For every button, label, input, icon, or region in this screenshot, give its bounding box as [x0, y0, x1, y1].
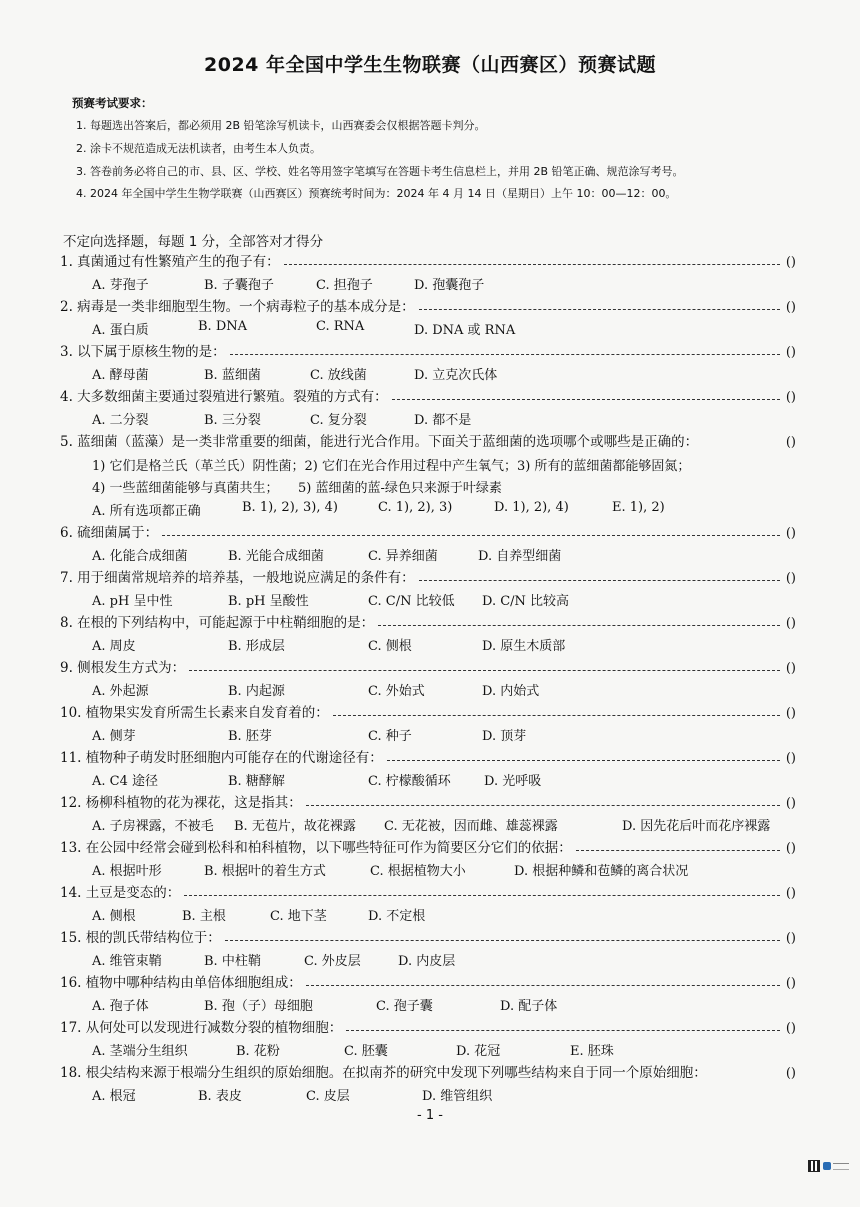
option: B. 表皮 — [198, 1089, 242, 1104]
option: A. 二分裂 — [92, 413, 149, 428]
option: A. 根冠 — [92, 1089, 136, 1104]
option: B. 中柱鞘 — [204, 954, 261, 969]
option: C. 外始式 — [368, 684, 425, 699]
option: C. 侧根 — [368, 639, 412, 654]
scanner-app-label — [833, 1163, 849, 1170]
option: C. 无花被，因而雌、雄蕊裸露 — [384, 819, 558, 834]
answer-blank: () — [785, 300, 796, 315]
answer-blank: () — [785, 255, 796, 270]
question-stem: 6. 硫细菌属于： () — [60, 525, 796, 541]
option: A. 化能合成细菌 — [92, 549, 188, 564]
option: D. 顶芽 — [482, 729, 527, 744]
option: A. 侧芽 — [92, 729, 136, 744]
requirement-item: 4. 2024 年全国中学生生物学联赛（山西赛区）预赛统考时间为：2024 年 4 月 14 日（星期日）上午 10：00—12：00。 — [76, 187, 677, 200]
question-stem: 9. 侧根发生方式为： () — [60, 660, 796, 676]
option: C. 复分裂 — [310, 413, 367, 428]
option: D. 配子体 — [500, 999, 558, 1014]
question-stem: 2. 病毒是一类非细胞型生物。一个病毒粒子的基本成分是： () — [60, 299, 796, 315]
option: B. 内起源 — [228, 684, 285, 699]
question-stem: 15. 根的凯氏带结构位于： () — [60, 930, 796, 946]
question-statement: 1) 它们是格兰氏（革兰氏）阴性菌；2) 它们在光合作用过程中产生氧气；3) 所有的蓝细菌都能够固氮； — [92, 459, 691, 474]
answer-blank: () — [785, 571, 796, 586]
option: C. 担孢子 — [316, 278, 373, 293]
option: D. 1), 2), 4) — [494, 500, 569, 515]
answer-blank: () — [785, 706, 796, 721]
question-stem: 1. 真菌通过有性繁殖产生的孢子有： () — [60, 254, 796, 270]
option: D. C/N 比较高 — [482, 594, 570, 609]
option: A. 孢子体 — [92, 999, 149, 1014]
page-number: - 1 - — [417, 1108, 443, 1123]
answer-blank: () — [785, 345, 796, 360]
option: B. DNA — [198, 319, 248, 334]
requirement-item: 2. 涂卡不规范造成无法机读者，由考生本人负责。 — [76, 142, 321, 155]
option: B. 三分裂 — [204, 413, 261, 428]
option: D. 都不是 — [414, 413, 472, 428]
option: B. 子囊孢子 — [204, 278, 274, 293]
option: B. 主根 — [182, 909, 226, 924]
question-statement: 4) 一些蓝细菌能够与真菌共生； 5) 蓝细菌的蓝-绿色只来源于叶绿素 — [92, 481, 502, 496]
option: D. 立克次氏体 — [414, 368, 498, 383]
option: B. 胚芽 — [228, 729, 272, 744]
option: D. 根据种鳞和苞鳞的离合状况 — [514, 864, 689, 879]
option: C. C/N 比较低 — [368, 594, 455, 609]
question-stem: 13. 在公园中经常会碰到松科和柏科植物，以下哪些特征可作为简要区分它们的依据： () — [60, 840, 796, 856]
option: A. 侧根 — [92, 909, 136, 924]
option: C. 外皮层 — [304, 954, 361, 969]
option: A. pH 呈中性 — [92, 594, 173, 609]
option: C. RNA — [316, 319, 365, 334]
option: E. 胚珠 — [570, 1044, 614, 1059]
option: D. 原生木质部 — [482, 639, 566, 654]
answer-blank: () — [785, 526, 796, 541]
question-stem: 4. 大多数细菌主要通过裂殖进行繁殖。裂殖的方式有： () — [60, 389, 796, 405]
option: C. 放线菌 — [310, 368, 367, 383]
question-stem: 10. 植物果实发育所需生长素来自发育着的： () — [60, 705, 796, 721]
option: D. 内始式 — [482, 684, 540, 699]
requirement-item: 1. 每题选出答案后，都必须用 2B 铅笔涂写机读卡，山西赛委会仅根据答题卡判分。 — [76, 119, 486, 132]
scanner-watermark-logo — [808, 1160, 850, 1172]
option: B. 根据叶的着生方式 — [204, 864, 326, 879]
answer-blank: () — [785, 976, 796, 991]
option: B. 光能合成细菌 — [228, 549, 324, 564]
option: A. 子房裸露，不被毛 — [92, 819, 214, 834]
option: B. pH 呈酸性 — [228, 594, 309, 609]
question-stem: 3. 以下属于原核生物的是： () — [60, 344, 796, 360]
option: B. 孢（子）母细胞 — [204, 999, 313, 1014]
option: A. 酵母菌 — [92, 368, 149, 383]
answer-blank: () — [785, 751, 796, 766]
option: A. 茎端分生组织 — [92, 1044, 188, 1059]
option: A. 外起源 — [92, 684, 149, 699]
option: D. DNA 或 RNA — [414, 323, 516, 338]
answer-blank: () — [785, 1066, 796, 1081]
option: C. 地下茎 — [270, 909, 327, 924]
option: C. 1), 2), 3) — [378, 500, 453, 515]
scanner-app-icon — [823, 1162, 831, 1170]
question-stem: 11. 植物种子萌发时胚细胞内可能存在的代谢途径有： () — [60, 750, 796, 766]
section-heading: 不定向选择题，每题 1 分，全部答对才得分 — [63, 234, 324, 250]
option: E. 1), 2) — [612, 500, 665, 515]
option: C. 种子 — [368, 729, 412, 744]
answer-blank: () — [785, 886, 796, 901]
option: C. 根据植物大小 — [370, 864, 466, 879]
answer-blank: () — [785, 390, 796, 405]
option: A. C4 途径 — [92, 774, 159, 789]
question-stem: 18. 根尖结构来源于根端分生组织的原始细胞。在拟南芥的研究中发现下列哪些结构来自于同一个原始细胞： () — [60, 1065, 796, 1081]
option: B. 蓝细菌 — [204, 368, 261, 383]
option: C. 胚囊 — [344, 1044, 388, 1059]
option: C. 孢子囊 — [376, 999, 433, 1014]
option: C. 异养细菌 — [368, 549, 438, 564]
question-stem: 7. 用于细菌常规培养的培养基，一般地说应满足的条件有： () — [60, 570, 796, 586]
option: C. 皮层 — [306, 1089, 350, 1104]
requirements-heading: 预赛考试要求： — [72, 96, 153, 110]
answer-blank: () — [785, 841, 796, 856]
page-title: 2024 年全国中学生生物联赛（山西赛区）预赛试题 — [204, 54, 656, 76]
option: D. 花冠 — [456, 1044, 501, 1059]
answer-blank: () — [785, 616, 796, 631]
question-stem: 8. 在根的下列结构中，可能起源于中柱鞘细胞的是： () — [60, 615, 796, 631]
option: B. 形成层 — [228, 639, 285, 654]
question-stem: 14. 土豆是变态的： () — [60, 885, 796, 901]
option: B. 1), 2), 3), 4) — [242, 500, 338, 515]
option: D. 因先花后叶而花序裸露 — [622, 819, 771, 834]
option: A. 根据叶形 — [92, 864, 162, 879]
option: A. 芽孢子 — [92, 278, 149, 293]
option: D. 不定根 — [368, 909, 426, 924]
option: D. 内皮层 — [398, 954, 456, 969]
option: B. 花粉 — [236, 1044, 280, 1059]
option: D. 光呼吸 — [484, 774, 542, 789]
question-stem: 5. 蓝细菌（蓝藻）是一类非常重要的细菌，能进行光合作用。下面关于蓝细菌的选项哪个或哪些是正确的： () — [60, 434, 796, 450]
option: C. 柠檬酸循环 — [368, 774, 451, 789]
option: A. 维管束鞘 — [92, 954, 162, 969]
answer-blank: () — [785, 435, 796, 450]
option: D. 维管组织 — [422, 1089, 493, 1104]
option: B. 无苞片，故花裸露 — [234, 819, 356, 834]
answer-blank: () — [785, 796, 796, 811]
question-stem: 12. 杨柳科植物的花为裸花，这是指其： () — [60, 795, 796, 811]
answer-blank: () — [785, 661, 796, 676]
option: D. 孢囊孢子 — [414, 278, 485, 293]
question-stem: 16. 植物中哪种结构由单倍体细胞组成： () — [60, 975, 796, 991]
option: A. 周皮 — [92, 639, 136, 654]
requirement-item: 3. 答卷前务必将自己的市、县、区、学校、姓名等用签字笔填写在答题卡考生信息栏上，并用 2B 铅笔正确、规范涂写考号。 — [76, 165, 684, 178]
option: B. 糖酵解 — [228, 774, 285, 789]
option: D. 自养型细菌 — [478, 549, 562, 564]
answer-blank: () — [785, 931, 796, 946]
option: A. 蛋白质 — [92, 323, 149, 338]
qr-code-icon — [808, 1160, 820, 1172]
answer-blank: () — [785, 1021, 796, 1036]
option: A. 所有选项都正确 — [92, 504, 201, 519]
question-stem: 17. 从何处可以发现进行减数分裂的植物细胞： () — [60, 1020, 796, 1036]
